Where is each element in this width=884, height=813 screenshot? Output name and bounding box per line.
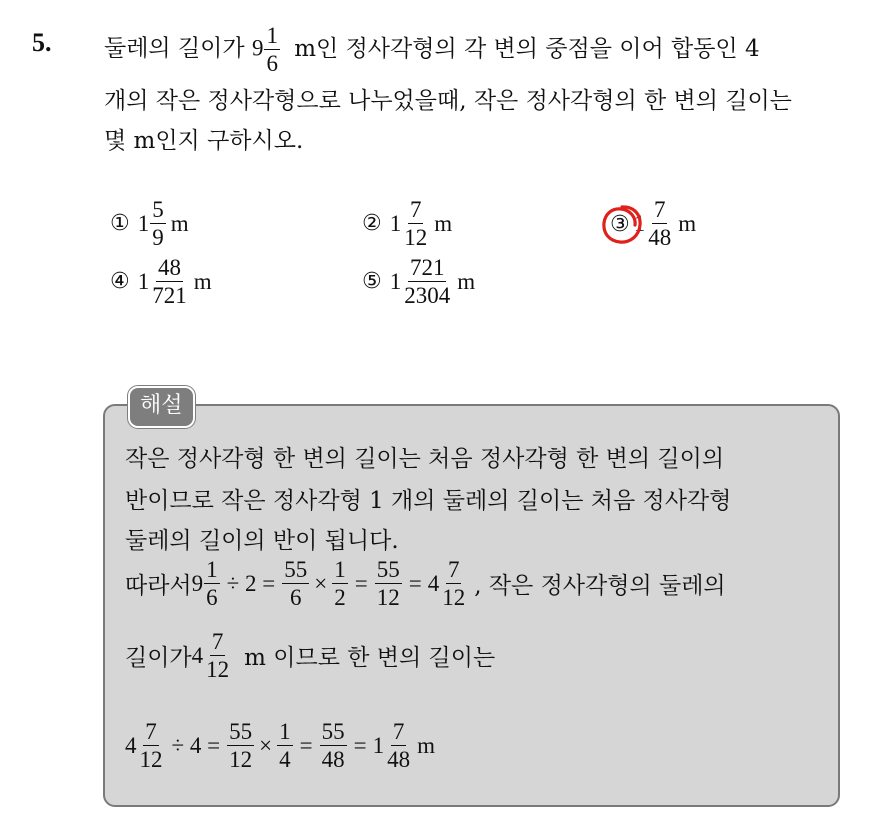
- solution-label: 해설: [128, 386, 195, 428]
- solution-line-1: 작은 정사각형 한 변의 길이는 처음 정사각형 한 변의 길이의: [125, 446, 725, 472]
- question-line-3: 몇 m인지 구하시오.: [104, 128, 304, 154]
- solution-line-6: 4 $\frac{7}{12}$ ÷ 4 = $\frac{55}{12}$ × $\frac{1}{4}$ = $\frac{55}{48}$ = 1 $\frac{7}{48}$ m: [125, 719, 435, 772]
- question-number: 5.: [32, 28, 52, 57]
- selected-answer-circle: ③: [610, 211, 630, 237]
- choice-2[interactable]: ② 1 $\frac{7}{12}$ m: [362, 197, 453, 250]
- question-text-1a: 둘레의 길이가: [104, 35, 252, 62]
- choice-5[interactable]: ⑤ 1 $\frac{721}{2304}$ m: [362, 255, 476, 308]
- choice-mark: ②: [362, 211, 382, 236]
- choice-1[interactable]: ① 1 $\frac{5}{9}$ m: [110, 197, 189, 250]
- solution-line-5: 길이가 4 $\frac{7}{12}$ m 이므로 한 변의 길이는: [125, 629, 496, 682]
- solution-line-2: 반이므로 작은 정사각형 1 개의 둘레의 길이는 처음 정사각형: [125, 488, 732, 514]
- question-line-2: 개의 작은 정사각형으로 나누었을때, 작은 정사각형의 한 변의 길이는: [104, 88, 792, 114]
- choice-3[interactable]: ③ 1 $\frac{7}{48}$ m: [610, 198, 696, 249]
- solution-line-3: 둘레의 길이의 반이 됩니다.: [125, 528, 399, 554]
- perimeter-fraction: $\frac{1}{6}$: [266, 23, 278, 76]
- choice-mark: ①: [110, 211, 130, 236]
- question-line-1: [104, 24, 760, 75]
- red-circle-mark-icon: [600, 203, 644, 247]
- question-text-1b: m인 정사각형의 각 변의 중점을 이어 합동인 4: [294, 35, 760, 62]
- choice-4[interactable]: ④ 1 $\frac{48}{721}$ m: [110, 255, 212, 308]
- choice-mark: ④: [110, 269, 130, 294]
- perimeter-whole: 9: [251, 35, 264, 61]
- choice-mark: ⑤: [362, 269, 382, 294]
- solution-line-4: 따라서 9 $\frac{1}{6}$ ÷ 2 = $\frac{55}{6}$ × $\frac{1}{2}$ = $\frac{55}{12}$ = 4 $\frac{7}{12}$ , 작은 정사각형의 둘레의: [125, 557, 726, 610]
